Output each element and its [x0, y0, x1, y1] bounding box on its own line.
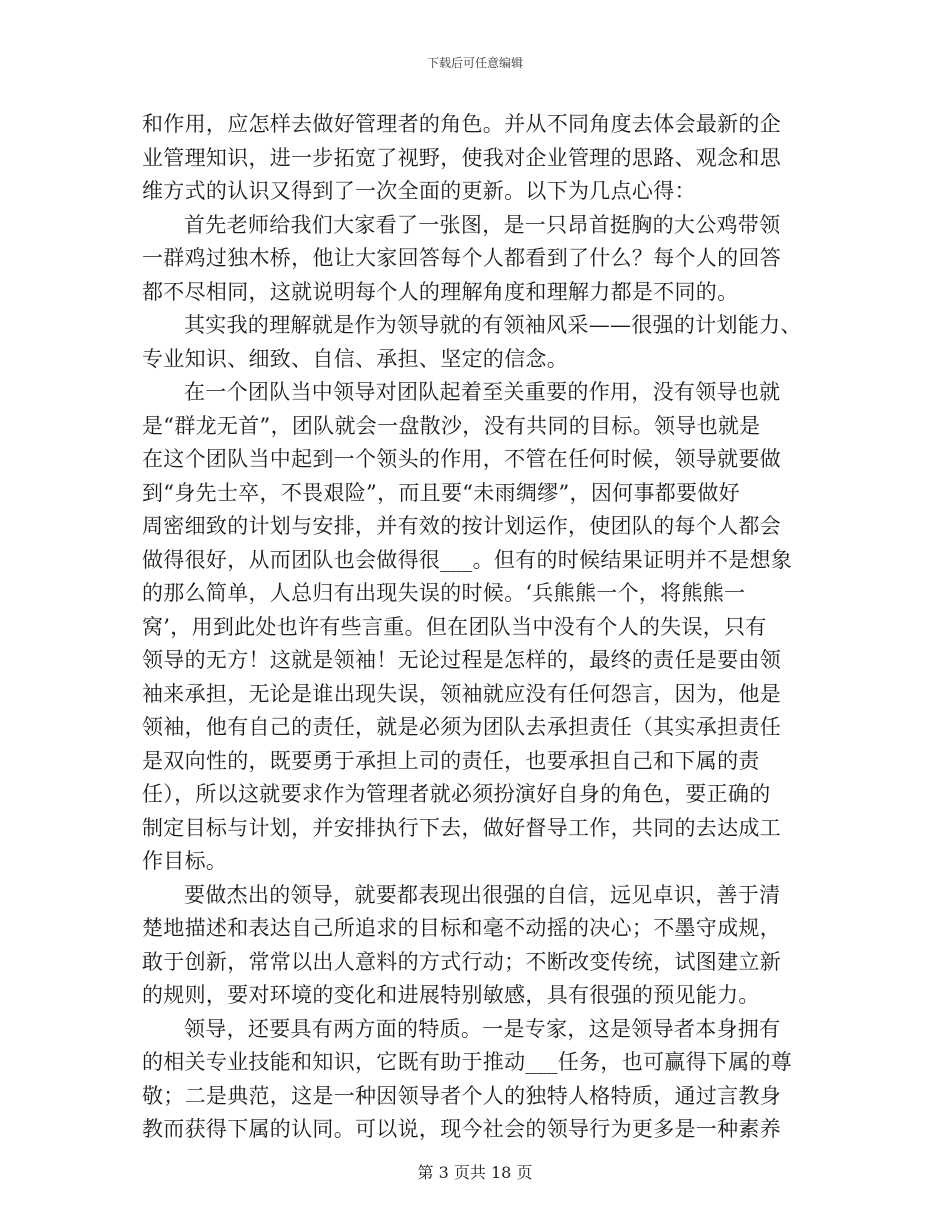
text-line: 是“群龙无首”，团队就会一盘散沙，没有共同的目标。领导也就是: [142, 413, 761, 438]
text-line: 敬；二是典范，这是一种因领导者个人的独特人格特质，通过言教身: [142, 1083, 781, 1108]
text-line: 作目标。: [142, 849, 228, 873]
text-line: 的那么简单，人总归有出现失误的时候。‘兵熊熊一个，将熊熊一: [142, 581, 746, 605]
paragraph-first-line: 在一个团队当中领导对团队起着至关重要的作用，没有领导也就: [184, 380, 781, 404]
text-line: 领导的无方！这就是领袖！无论过程是怎样的，最终的责任是要由领: [142, 648, 781, 672]
text-line: 维方式的认识又得到了一次全面的更新。以下为几点心得：: [142, 179, 696, 203]
text-line: 窝’，用到此处也许有些言重。但在团队当中没有个人的失误，只有: [142, 614, 767, 639]
text-line: 的规则，要对环境的变化和进展特别敏感，具有很强的预见能力。: [142, 983, 760, 1007]
text-line: 业管理知识，进一步拓宽了视野，使我对企业管理的思路、观念和思: [142, 145, 781, 170]
text-line: 周密细致的计划与安排，并有效的按计划运作，使团队的每个人都会: [142, 514, 781, 538]
page-number: 第 3 页共 18 页: [417, 1163, 533, 1182]
text-line: 一群鸡过独木桥，他让大家回答每个人都看到了什么？每个人的回答: [142, 246, 781, 270]
text-line: 教而获得下属的认同。可以说，现今社会的领导行为更多是一种素养: [142, 1117, 781, 1141]
text-line: 都不尽相同，这就说明每个人的理解角度和理解力都是不同的。: [142, 279, 739, 304]
text-line: 做得很好，从而团队也会做得很___。但有的时候结果证明并不是想象: [142, 547, 793, 572]
paragraph-first-line: 首先老师给我们大家看了一张图，是一只昂首挺胸的大公鸡带领: [184, 212, 781, 237]
text-line: 袖来承担，无论是谁出现失误，领袖就应没有任何怨言，因为，他是: [142, 681, 781, 706]
text-line: 敢于创新，常常以出人意料的方式行动；不断改变传统，试图建立新: [142, 949, 781, 974]
text-line: 是双向性的，既要勇于承担上司的责任，也要承担自己和下属的责: [142, 748, 760, 773]
text-line: 专业知识、细致、自信、承担、坚定的信念。: [142, 346, 568, 371]
text-line: 到“身先士卒，不畏艰险”，而且要“未雨绸缪”，因何事都要做好: [142, 480, 740, 505]
text-line: 楚地描述和表达自己所追求的目标和毫不动摇的决心；不墨守成规，: [142, 916, 781, 940]
document-body: [142, 108, 802, 1147]
text-line: 制定目标与计划，并安排执行下去，做好督导工作，共同的去达成工: [142, 815, 781, 840]
text-line: 在这个团队当中起到一个领头的作用，不管在任何时候，领导就要做: [142, 447, 781, 471]
paragraph-first-line: 领导，还要具有两方面的特质。一是专家，这是领导者本身拥有: [184, 1016, 781, 1041]
paragraph-first-line: 其实我的理解就是作为领导就的有领袖风采——很强的计划能力、: [184, 313, 802, 337]
text-line: 任），所以这就要求作为管理者就必须扮演好自身的角色，要正确的: [142, 782, 771, 806]
paragraph-first-line: 要做杰出的领导，就要都表现出很强的自信，远见卓识，善于清: [184, 882, 781, 907]
text-line: 和作用，应怎样去做好管理者的角色。并从不同角度去体会最新的企: [142, 112, 781, 136]
text-line: 领袖，他有自己的责任，就是必须为团队去承担责任（其实承担责任: [142, 715, 781, 739]
page-header: 下载后可任意编辑: [426, 56, 523, 70]
text-line: 的相关专业技能和知识，它既有助于推动___任务，也可赢得下属的尊: [142, 1050, 793, 1074]
